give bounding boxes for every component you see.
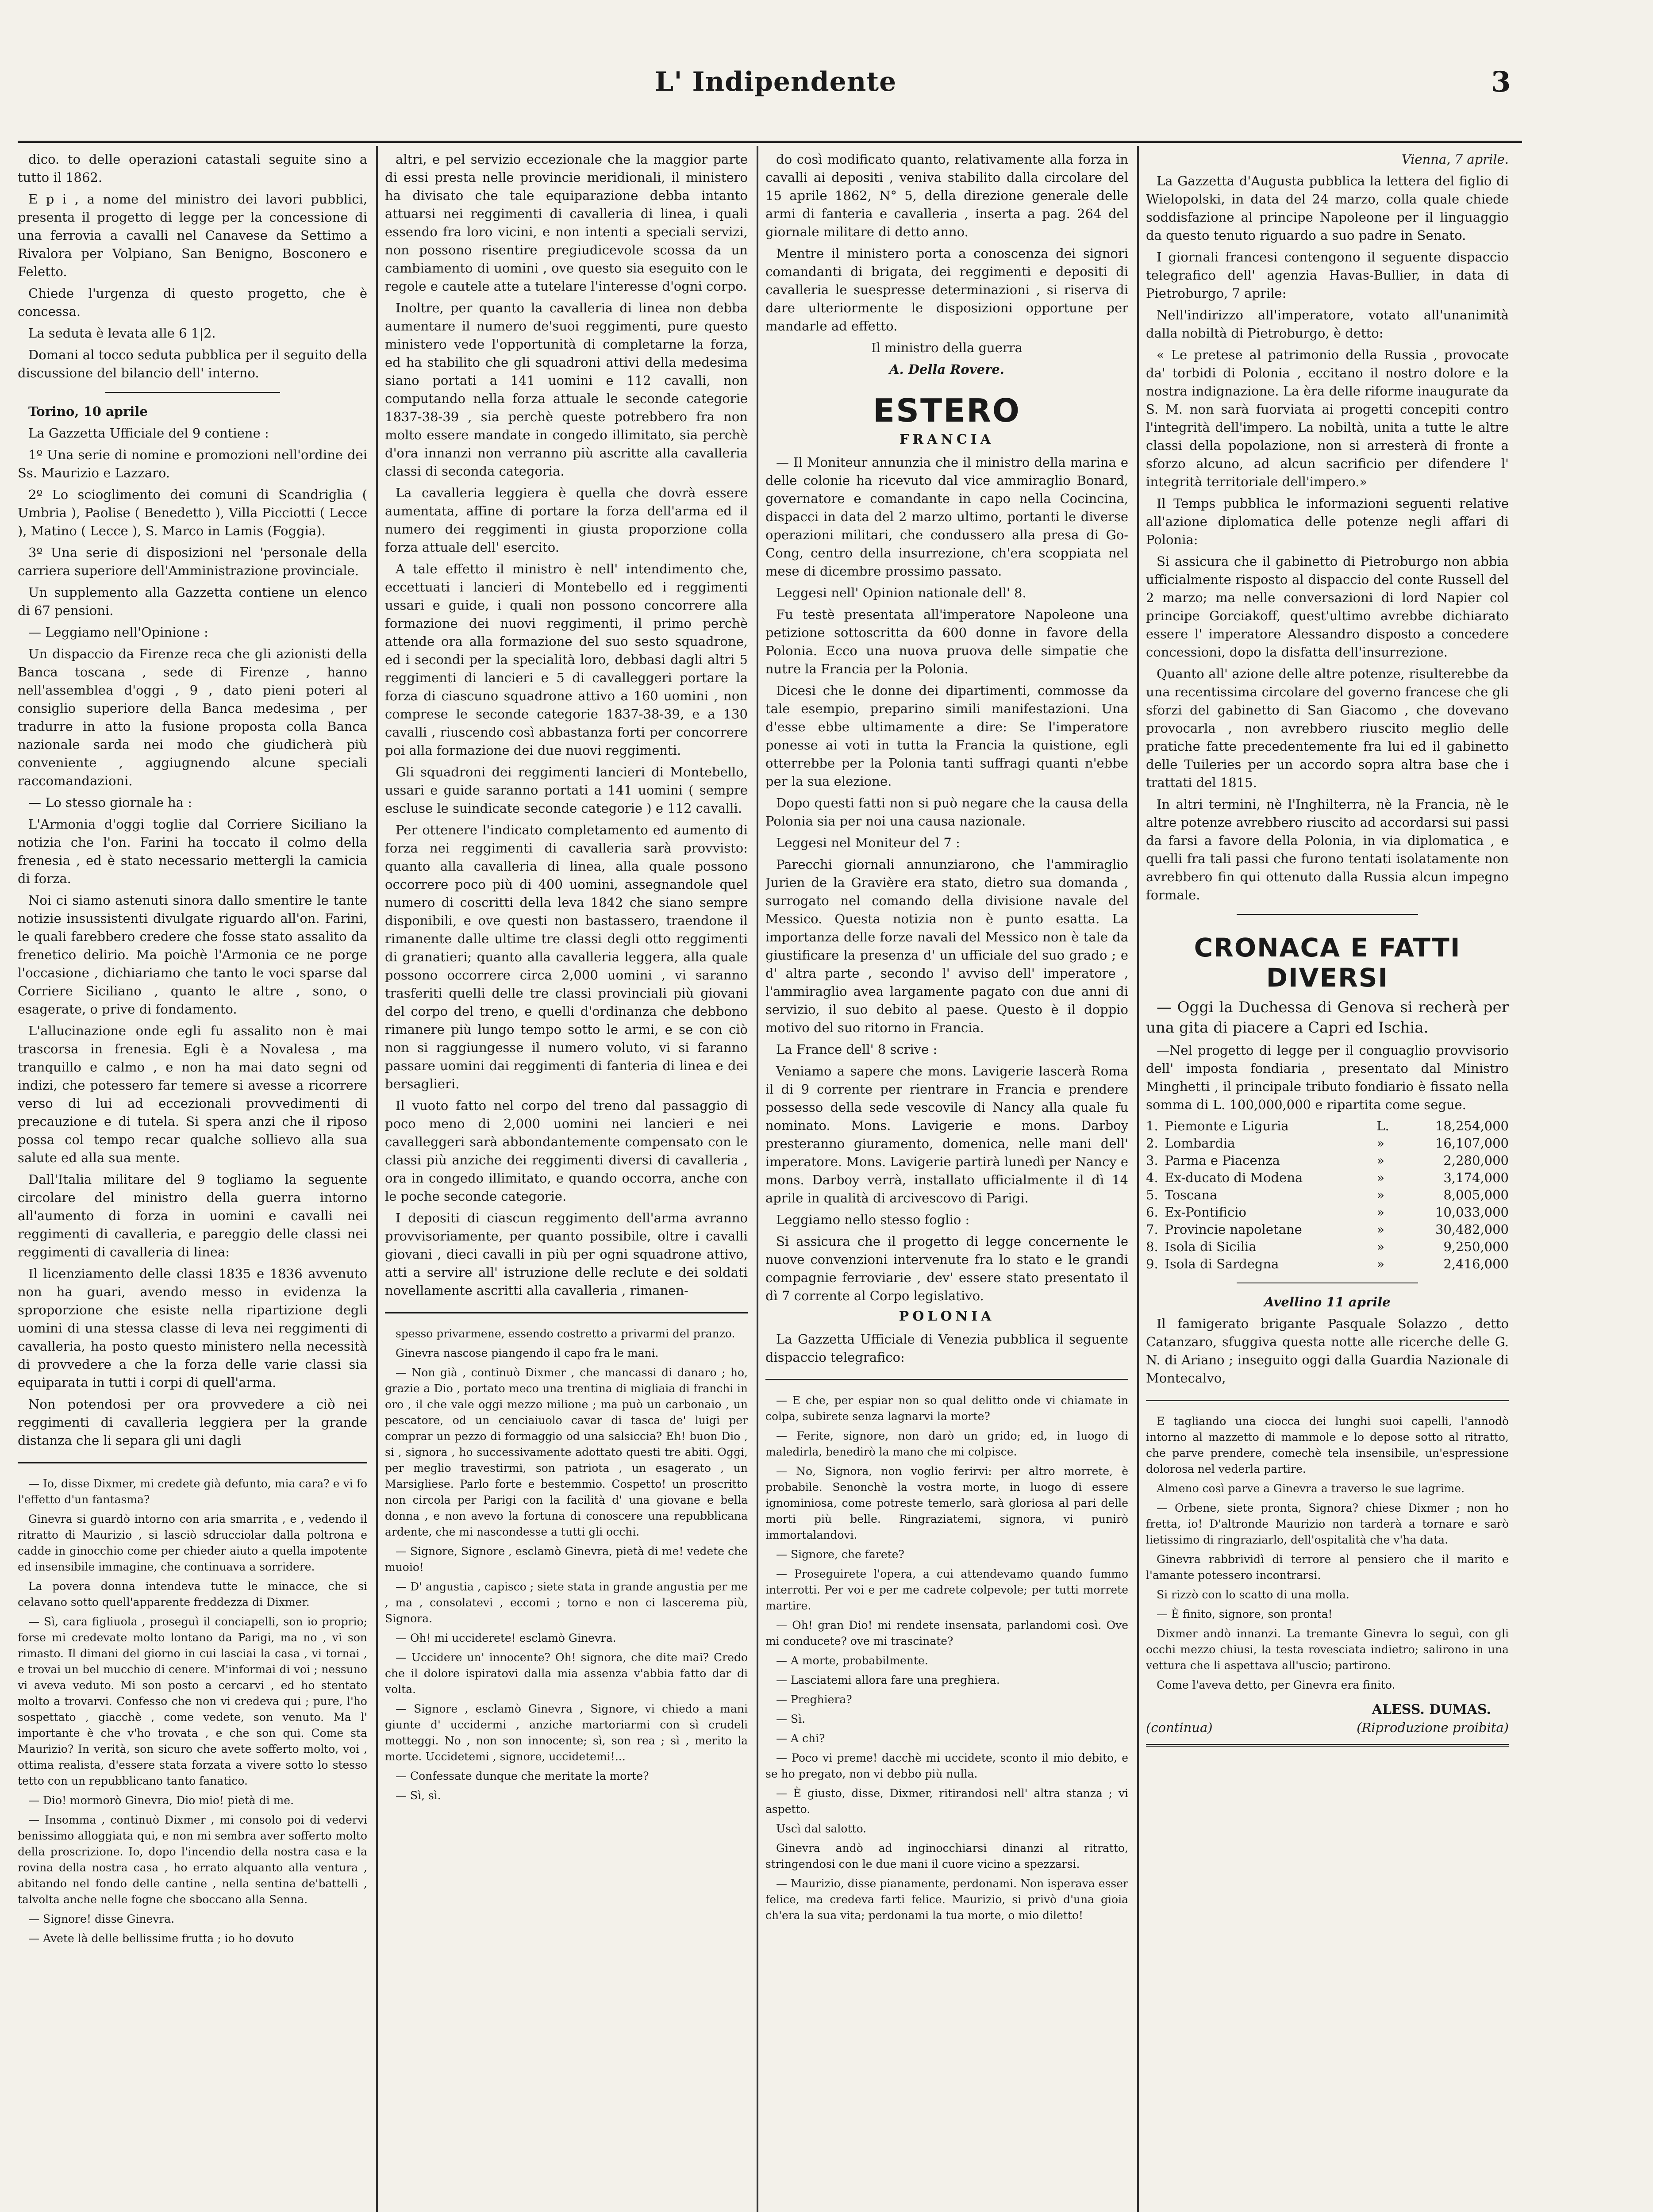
paragraph: altri, e pel servizio eccezionale che la maggior parte di essi presta nelle provincie meridionali, il ministero ha divisato che tale equiparazione debba intanto attuarsi nei reggimenti di cavalleria di linea, i quali essendo fra loro vicini, e non intenti a speciali servizi, non possono risentire pregiudicevole scossa da un cambiamento di uomini , ove questo sia eseguito con le regole e cautele atte a tutelare l'interesse d'ogni corpo. [385, 152, 748, 294]
region: Ex-Pontificio [1165, 1205, 1247, 1220]
table-row [1146, 1204, 1509, 1221]
paragraph: La Gazzetta Ufficiale del 9 contiene : [28, 426, 269, 441]
amount: 2,280,000 [1443, 1153, 1509, 1168]
feuilleton-paragraph: — Confessate dunque che meritate la morte? [396, 1770, 649, 1782]
feuilleton-paragraph: Si rizzò con lo scatto di una molla. [1157, 1588, 1349, 1601]
feuilleton-paragraph: — Oh! mi ucciderete! esclamò Ginevra. [396, 1632, 616, 1644]
paragraph: 3º Una serie di disposizioni nel 'personale della carriera superiore dell'Amministrazione provinciale. [18, 545, 367, 578]
region: Ex-ducato di Modena [1165, 1170, 1303, 1185]
feuilleton-paragraph: — A chi? [776, 1732, 825, 1745]
paragraph: La France dell' 8 scrive : [776, 1042, 938, 1057]
feuilleton-paragraph: — Sì, cara figliuola , proseguì il conciapelli, son io proprio; forse mi credevate molto lontano da Parigi, ma no , vi son rimasto. Il dimani del giorno in cui lasciai la casa , vi tornai , e trovai un bel mucchio di cenere. M'informai di voi ; nessuno vi aveva veduto. Mi son posto a cercarvi , ed ho stentato molto a trovarvi. Confesso che non vi credeva qui ; pure, l'ho sospettato , giacchè , come vedete, son venuto. Ma l' importante è che v'ho trovata , e che son qui. Come sta Maurizio? In verità, son sicuro che avete sofferto molto, voi , ottima realista, d'essere stata forzata a vivere sotto lo stesso tetto con un repubblicano tanto fanatico. [18, 1615, 367, 1787]
currency: L. [1376, 1118, 1389, 1133]
paragraph: « Le pretese al patrimonio della Russia , provocate da' torbidi di Polonia , eccitano il nostro dolore e la nostra indignazione. La èra delle riforme inaugurate da S. M. non sarà fuorviata ai progetti concepiti contro l'integrità dell'impero. La nobiltà, unita a tutte le altre classi della popolazione, non si arresterà di fronte a sforzo alcuno, ad alcun sacrificio per difendere l' integrità territoriale dell'impero.» [1146, 347, 1509, 489]
feuilleton-paragraph: E tagliando una ciocca dei lunghi suoi capelli, l'annodò intorno al mazzetto di mammole e lo depose sotto al ritratto, che parve prendere, comechè tela insensibile, un'espressione dolorosa nel vederla partire. [1146, 1415, 1509, 1475]
currency: » [1376, 1239, 1385, 1254]
feuilleton-paragraph: — Oh! gran Dio! mi rendete insensata, parlandomi così. Ove mi conducete? ove mi trascinate? [765, 1619, 1128, 1647]
feuilleton-paragraph: — Orbene, siete pronta, Signora? chiese Dixmer ; non ho fretta, io! D'altronde Maurizio non tarderà a tornare e sarò lietissimo di ringraziarlo, dell'ospitalità che v'ha data. [1146, 1502, 1509, 1546]
column-3 [765, 150, 1128, 2212]
feuilleton-paragraph: — Signore , esclamò Ginevra , Signore, vi chiedo a mani giunte d' uccidermi , anziche martoriarmi con sì crudeli motteggi. No , non son innocente; sì, son rea ; sì , merito la morte. Uccidetemi , signore, uccidetemi!... [385, 1702, 748, 1763]
feuilleton-paragraph: — Io, disse Dixmer, mi credete già defunto, mia cara? e vi fo l'effetto d'un fantasma? [18, 1477, 367, 1506]
paragraph: Non potendosi per ora provvedere a ciò nei reggimenti di cavalleria leggiera per la grande distanza che li separa gli uni dagli [18, 1397, 367, 1448]
paragraph: Quanto all' azione delle altre potenze, risulterebbe da una recentissima circolare del governo francese che gli sforzi del gabinetto di San Giacomo , che dovevano provocarla , non avrebbero riuscito meglio delle pratiche fatte precedentemente fra lui ed il gabinetto delle Tuileries per un accordo sopra altra base che i trattati del 1815. [1146, 666, 1509, 790]
amount: 30,482,000 [1435, 1222, 1509, 1237]
feuilleton-paragraph: — D' angustia , capisco ; siete stata in grande angustia per me , ma , consolatevi , eccomi ; torno e non ci lascerema più, Signora. [385, 1580, 748, 1625]
paragraph: La Gazzetta Ufficiale di Venezia pubblica il seguente dispaccio telegrafico: [765, 1332, 1128, 1365]
paragraph: Si assicura che il gabinetto di Pietroburgo non abbia ufficialmente risposto al dispaccio del conte Russell del 2 marzo; ma nelle conversazioni di lord Napier col principe Gorciakoff, quest'ultimo avrebbe dichiarato essere l' imperatore Alessandro disposto a concedere concessioni, dopo la disfatta dell'insurrezione. [1146, 554, 1509, 660]
column-2 [385, 150, 748, 2212]
row-number: 6. [1146, 1205, 1158, 1220]
currency: » [1376, 1187, 1385, 1202]
paragraph: do così modificato quanto, relativamente alla forza in cavalli ai depositi , veniva stabilito dalla circolare del 15 aprile 1862, N° 5, della direzione generale delle armi di fanteria e cavalleria , inserta a pag. 264 del giornale militare di detto anno. [765, 152, 1128, 239]
column-divider [376, 146, 378, 2212]
row-number: 8. [1146, 1239, 1158, 1254]
author-signature: ALESS. DUMAS. [1372, 1702, 1491, 1717]
paragraph: Il famigerato brigante Pasquale Solazzo , detto Catanzaro, sfuggiva questa notte alle ricerche delle G. N. di Ariano ; inseguito oggi dalla Guardia Nazionale di Montecalvo, [1146, 1316, 1509, 1386]
newspaper-title: L' Indipendente [655, 66, 897, 97]
table-row [1146, 1238, 1509, 1256]
paragraph: Mentre il ministero porta a conoscenza dei signori comandanti di brigata, dei reggimenti e depositi di cavalleria le suespresse determinazioni , si riserva di dare ulteriormente le disposizioni opportune per mandarle ad effetto. [765, 246, 1128, 334]
paragraph: La seduta è levata alle 6 1|2. [28, 326, 216, 341]
feuilleton-paragraph: Come l'aveva detto, per Ginevra era finito. [1157, 1678, 1395, 1691]
column-divider [757, 146, 758, 2212]
paragraph: Domani al tocco seduta pubblica per il seguito della discussione del bilancio dell' interno. [18, 347, 367, 380]
subheading-polonia: POLONIA [899, 1309, 995, 1324]
amount: 3,174,000 [1443, 1170, 1509, 1185]
masthead-rule [18, 141, 1522, 143]
feuilleton-paragraph: — Dio! mormorò Ginevra, Dio mio! pietà di me. [28, 1794, 294, 1807]
column-4 [1146, 150, 1509, 2212]
region: Provincie napoletane [1165, 1222, 1302, 1237]
column-divider [1137, 146, 1139, 2212]
paragraph: Dicesi che le donne dei dipartimenti, commosse da tale esempio, preparino simili manifestazioni. Una d'esse ebbe ultimamente a dire: Se l'imperatore ponesse ai voti in tutta la Francia la quistione, egli otterrebbe per la Polonia tanti suffragi quanti n'ebbe per la sua elezione. [765, 683, 1128, 789]
feuilleton-rule [18, 1462, 367, 1463]
feuilleton-paragraph: — Preghiera? [776, 1693, 852, 1706]
paragraph: L'Armonia d'oggi toglie dal Corriere Siciliano la notizia che l'on. Farini ha toccato il colmo della frenesia , ed è stato necessario mettergli la camicia di forza. [18, 817, 367, 886]
feuilleton-paragraph: — Insomma , continuò Dixmer , mi consolo poi di vedervi benissimo alloggiata qui, e non mi sembra aver sofferto molto della proscrizione. Io, dopo l'incendio della nostra casa e la rovina della nostra casa , ho errato alquanto alla ventura , abitando nel fondo delle cantine , nella sentina de'battelli , talvolta anche nelle fogne che sboccano alla Senna. [18, 1813, 367, 1906]
paragraph: — Oggi la Duchessa di Genova si recherà per una gita di piacere a Capri ed Ischia. [1146, 998, 1509, 1037]
paragraph: Il licenziamento delle classi 1835 e 1836 avvenuto non ha guari, avendo messo in evidenza la sproporzione che esiste nella ripartizione degli uomini di una stessa classe di leva nei reggimenti di cavalleria, ha posto questo ministero nella necessità di provvedere a che la forza delle varie classi sia equiparata in tutti i corpi di quell'arma. [18, 1266, 367, 1390]
feuilleton-paragraph: — Ferite, signore, non darò un grido; ed, in luogo di maledirla, benedirò la mano che mi colpisce. [765, 1429, 1128, 1458]
row-number: 3. [1146, 1153, 1158, 1168]
paragraph: Si assicura che il progetto di legge concernente le nuove convenzioni intervenute fra lo stato e le grandi compagnie ferroviarie , dev' essere stato presentato il dì 7 corrente al Corpo legislativo. [765, 1234, 1128, 1303]
dateline-torino: Torino, 10 aprile [28, 404, 148, 419]
feuilleton-rule [765, 1379, 1128, 1380]
feuilleton-paragraph: Ginevra andò ad inginocchiarsi dinanzi al ritratto, stringendosi con le due mani il cuore vicino a spezzarsi. [765, 1842, 1128, 1870]
table-row [1146, 1221, 1509, 1238]
paragraph: Noi ci siamo astenuti sinora dallo smentire le tante notizie insussistenti divulgate riguardo all'on. Farini, le quali farebbero credere che fosse stato assalito da frenetico delirio. Ma poichè l'Armonia ce ne porge l'occasione , dichiariamo che tanto le voci sparse dal Corriere Siciliano , quanto le altre , sono, o esagerate, o prive di fondamento. [18, 893, 367, 1017]
row-number: 7. [1146, 1222, 1158, 1237]
region: Isola di Sicilia [1165, 1239, 1257, 1254]
paragraph: Chiede l'urgenza di questo progetto, che è concessa. [18, 286, 367, 319]
paragraph: Veniamo a sapere che mons. Lavigerie lascerà Roma il di 9 corrente per rientrare in Francia e prendere possesso della sede vescovile di Nancy alla quale fu nominato. Mons. Lavigerie e mons. Darboy presteranno giuramento, domenica, nelle mani dell' imperatore. Mons. Lavigerie partirà lunedì per Nancy e mons. Darboy verrà, installato ufficialmente il dì 14 aprile in qualità di arcivescovo di Parigi. [765, 1064, 1128, 1206]
table-row [1146, 1169, 1509, 1187]
currency: » [1376, 1256, 1385, 1271]
feuilleton-rule [385, 1312, 748, 1313]
reproduction-note: (Riproduzione proibita) [1357, 1720, 1509, 1735]
paragraph: Inoltre, per quanto la cavalleria di linea non debba aumentare il numero de'suoi reggimenti, pure questo ministero vede l'opportunità di completarne la forza, ed ha stabilito che gli squadroni attivi della medesima siano portati a 141 uomini e 112 cavalli, non computando nella forza attuale le seconde categorie 1837-38-39 , sia perchè queste potrebbero fra non molto essere mandate in congedo illimitato, sia perchè d'ora innanzi non verranno più ascritte alla cavalleria classi di seconda categoria. [385, 300, 748, 479]
row-number: 4. [1146, 1170, 1158, 1185]
table-row [1146, 1187, 1509, 1204]
paragraph: I depositi di ciascun reggimento dell'arma avranno provvisoriamente, per quanto possibile, oltre i cavalli giovani , dieci cavalli in più per ogni squadrone attivo, atti a servire all' istruzione delle reclute e dei soldati novellamente ascritti alla cavalleria , rimanen- [385, 1210, 748, 1298]
feuilleton-paragraph: — Maurizio, disse pianamente, perdonami. Non isperava esser felice, ma credeva farti felice. Maurizio, si privò d'una gioia ch'era la sua vita; perdonami la tua morte, o mio diletto! [765, 1877, 1128, 1922]
paragraph: La cavalleria leggiera è quella che dovrà essere aumentata, affine di portare la forza dell'arma ed il numero dei reggimenti in giusta proporzione colla forza attuale dell' esercito. [385, 485, 748, 555]
row-number: 2. [1146, 1136, 1158, 1151]
feuilleton-rule [1146, 1400, 1509, 1401]
masthead [0, 0, 1653, 150]
continued-note: (continua) [1146, 1720, 1213, 1735]
paragraph: Il Temps pubblica le informazioni seguenti relative all'azione diplomatica delle potenze negli affari di Polonia: [1146, 496, 1509, 547]
paragraph: 2º Lo scioglimento dei comuni di Scandriglia ( Umbria ), Paolise ( Benedetto ), Villa Picciotti ( Lecce ), Matino ( Lecce ), S. Marco in Lamis (Foggia). [18, 487, 367, 538]
paragraph: Per ottenere l'indicato completamento ed aumento di forza nei reggimenti di cavalleria sarà provvisto: quanto alla cavalleria di linea, alla quale possono occorrere poco più di 400 uomini, assegnandole quel numero di coscritti della leva 1842 che siano sempre disponibili, e ove questi non bastassero, traendone il rimanente dalle ultime tre classi degli otto reggimenti di granatieri; quanto alla cavalleria leggera, alla quale possono occorrere circa 2,000 uomini , vi saranno trasferiti quelli delle tre classi provinciali più giovani del corpo del treno, e quelli d'ordinanza che debbono rimanere più lungo tempo sotto le armi, e se con ciò non si raggiungesse il numero voluto, vi si faranno passare uomini dai reggimenti di fanteria di linea e dei bersaglieri. [385, 822, 748, 1091]
table-row [1146, 1152, 1509, 1169]
amount: 9,250,000 [1443, 1239, 1509, 1254]
feuilleton-paragraph: Almeno così parve a Ginevra a traverso le sue lagrime. [1157, 1482, 1465, 1495]
currency: » [1376, 1136, 1385, 1151]
paragraph: Leggiamo nello stesso foglio : [776, 1212, 970, 1227]
paragraph: Leggesi nel Moniteur del 7 : [776, 835, 960, 850]
feuilleton-paragraph: Ginevra rabbrividì di terrore al pensiero che il marito e l'amante potessero incontrarsi. [1146, 1553, 1509, 1582]
amount: 2,416,000 [1443, 1256, 1509, 1271]
region: Toscana [1165, 1187, 1218, 1202]
feuilleton-paragraph: — Poco vi preme! dacchè mi uccidete, sconto il mio debito, e se ho pregato, non vi debbo più nulla. [765, 1751, 1128, 1780]
feuilleton-paragraph: Ginevra nascose piangendo il capo fra le mani. [396, 1347, 659, 1359]
feuilleton-paragraph: — Avete là delle bellissime frutta ; io ho dovuto [28, 1932, 294, 1945]
tax-table [1146, 1118, 1509, 1273]
paragraph: Dall'Italia militare del 9 togliamo la seguente circolare del ministro della guerra intorno all'aumento di forza in uomini e cavalli nei reggimenti di cavalleria, e pareggio delle classi nei reggimenti di cavalleria di linea: [18, 1172, 367, 1260]
feuilleton-paragraph: La povera donna intendeva tutte le minacce, che si celavano sotto quell'apparente freddezza di Dixmer. [18, 1580, 367, 1609]
feuilleton-paragraph: — No, Signora, non voglio ferirvi: per altro morrete, è probabile. Senonchè la vostra morte, in luogo di essere ignominiosa, come potreste temerlo, sarà gloriosa al pari delle morti più belle. Ringraziatemi, signora, vi punirò immortalandovi. [765, 1465, 1128, 1541]
region: Piemonte e Liguria [1165, 1118, 1289, 1133]
feuilleton-paragraph: Dixmer andò innanzi. La tremante Ginevra lo seguì, con gli occhi mezzo chiusi, la testa rovesciata indietro; salirono in una vettura che li aspettava all'uscio; partirono. [1146, 1627, 1509, 1672]
feuilleton-paragraph: — È finito, signore, son pronta! [1157, 1608, 1333, 1621]
paragraph: E p i , a nome del ministro dei lavori pubblici, presenta il progetto di legge per la concessione di una ferrovia a cavalli nel Canavese da Settimo a Rivalora per Volpiano, San Benigno, Bosconero e Feletto. [18, 192, 367, 279]
feuilleton-paragraph: — Non già , continuò Dixmer , che mancassi di danaro ; ho, grazie a Dio , portato meco una trentina di migliaia di franchi in oro , il che vale oggi mezzo milione ; ma può un carbonaio , un pescatore, od un cenciaiuolo cavar di tasca de' luigi per comprar un pezzo di formaggio od una salsiccia? Eh! buon Dio , si , signora , ho successivamente adottato questi tre abiti. Oggi, per meglio travestirmi, son patriota , un esagerato , un Marsigliese. Parlo forte e bestemmio. Cospetto! un proscritto non circola per Parigi con la facilità d' una giovane e bella donna , e non avevo la fortuna di conoscere una repubblicana ardente, che mi nascondesse a tutti gli occhi. [385, 1366, 748, 1538]
currency: » [1376, 1170, 1385, 1185]
amount: 8,005,000 [1443, 1187, 1509, 1202]
feuilleton-paragraph: — Signore, che farete? [776, 1548, 904, 1561]
paragraph: Parecchi giornali annunziarono, che l'ammiraglio Jurien de la Gravière era stato, dietro sua domanda , surrogato nel comando della divisione navale del Messico. Questa notizia non è punto esatta. La importanza delle forze navali del Messico non è tale da giustificare la presenza d' un ufficiale del suo grado ; e d' altra parte , secondo l' avviso dell' imperatore , l'ammiraglio avea largamente pagato con due anni di servizio, il suo debito al paese. Questo è il doppio motivo del suo ritorno in Francia. [765, 857, 1128, 1035]
paragraph: dico. to delle operazioni catastali seguite sino a tutto il 1862. [18, 152, 367, 185]
paragraph: Nell'indirizzo all'imperatore, votato all'unanimità dalla nobiltà di Pietroburgo, è detto: [1146, 307, 1509, 341]
paragraph: I giornali francesi contengono il seguente dispaccio telegrafico dell' agenzia Havas-Bullier, in data di Pietroburgo, 7 aprile: [1146, 250, 1509, 301]
feuilleton-paragraph: — Signore! disse Ginevra. [28, 1912, 175, 1925]
page-number: 3 [1491, 65, 1511, 99]
region: Isola di Sardegna [1165, 1256, 1279, 1271]
paragraph: L'allucinazione onde egli fu assalito non è mai trascorsa in frenesia. Egli è a Novalesa , ma tranquillo e calmo , e non ha mai dato segni od indizi, che potessero far temere si avesse a ricorrere verso di lui ad eccezionali provvedimenti di precauzione e di tutela. Si spera anzi che il riposo possa col tempo recar qualche sollievo alla sua salute ed alla sua mente. [18, 1023, 367, 1165]
paragraph: La Gazzetta d'Augusta pubblica la lettera del figlio di Wielopolski, in data del 24 marzo, colla quale chiede soddisfazione al principe Napoleone per il linguaggio da questo tenuto riguardo a suo padre in Senato. [1146, 173, 1509, 243]
amount: 10,033,000 [1435, 1205, 1509, 1220]
end-rule [1146, 1744, 1509, 1747]
row-number: 5. [1146, 1187, 1158, 1202]
feuilleton-paragraph: — Proseguirete l'opera, a cui attendevamo quando fummo interrotti. Per voi e per me cadrete colpevole; per tutti morrete martire. [765, 1567, 1128, 1612]
section-heading-cronaca: CRONACA E FATTI DIVERSI [1194, 933, 1461, 993]
paragraph: Dopo questi fatti non si può negare che la causa della Polonia sia per noi una causa nazionale. [765, 795, 1128, 829]
paragraph: — Il Moniteur annunzia che il ministro della marina e delle colonie ha ricevuto dal vice ammiraglio Bonard, governatore e comandante in capo nella Cocincina, dispacci in data del 2 marzo ultimo, portanti le diverse operazioni militari, che condussero alla presa di Go-Cong, centro della insurrezione, ch'era scoppiata nel mese di dicembre prossimo passato. [765, 455, 1128, 579]
paragraph: Un dispaccio da Firenze reca che gli azionisti della Banca toscana , sede di Firenze , hanno nell'assemblea d'oggi , 9 , dato pieni poteri al consiglio superiore della Banca medesima , per tradurre in atto la fusione proposta colla Banca nazionale sarda nei modo che giudicherà più conveniente , aggiugnendo alcune speciali raccomandazioni. [18, 646, 367, 788]
dateline-avellino: Avellino 11 aprile [1264, 1294, 1391, 1310]
amount: 18,254,000 [1435, 1118, 1509, 1133]
row-number: 1. [1146, 1118, 1158, 1133]
subheading-francia: FRANCIA [899, 432, 995, 447]
paragraph: — Lo stesso giornale ha : [28, 795, 192, 810]
section-heading-estero: ESTERO [873, 392, 1021, 429]
feuilleton-paragraph: Uscì dal salotto. [776, 1822, 867, 1835]
currency: » [1376, 1205, 1385, 1220]
currency: » [1376, 1222, 1385, 1237]
signature-name: A. Della Rovere. [889, 362, 1004, 377]
feuilleton-paragraph: — È giusto, disse, Dixmer, ritirandosi nell' altra stanza ; vi aspetto. [765, 1787, 1128, 1816]
amount: 16,107,000 [1435, 1136, 1509, 1151]
paragraph: Il vuoto fatto nel corpo del treno dal passaggio di poco meno di 2,000 uomini nei lancieri e nei cavalleggeri sarà abbondantemente compensato con le classi più anziche dei reggimenti diversi di cavalleria , ora in congedo illimitato, e quando occorra, anche con le poche seconde categorie. [385, 1098, 748, 1204]
feuilleton-paragraph: — Lasciatemi allora fare una preghiera. [776, 1674, 1000, 1686]
currency: » [1376, 1153, 1385, 1168]
paragraph: 1º Una serie di nomine e promozioni nell'ordine dei Ss. Maurizio e Lazzaro. [18, 447, 367, 480]
paragraph: — Leggiamo nell'Opinione : [28, 625, 208, 640]
paragraph: —Nel progetto di legge per il conguaglio provvisorio dell' imposta fondiaria , presentato dal Ministro Minghetti , il principale tributo fondiario è fissato nella somma di L. 100,000,000 e ripartita come segue. [1146, 1043, 1509, 1112]
signature-title: Il ministro della guerra [871, 340, 1023, 355]
feuilleton-paragraph: — A morte, probabilmente. [776, 1654, 928, 1667]
paragraph: A tale effetto il ministro è nell' intendimento che, eccettuati i lancieri di Montebello ed i reggimenti ussari e guide, i quali non possono concorrere alla formazione dei nuovi reggimenti, il primo perchè attende ora alla formazione del suo sesto squadrone, ed i secondi per la specialità loro, debbasi dagli altri 5 reggimenti di lancieri e 5 di cavalleggeri portare la forza di ciascuno squadrone attivo a 160 uomini , non comprese le seconde categorie 1837-38-39, e a 130 cavalli , riuscendo così abbastanza forti per concorrere poi alla formazione dei due nuovi reggimenti. [385, 561, 748, 758]
feuilleton-paragraph: — E che, per espiar non so qual delitto onde vi chiamate in colpa, subirete senza lagnarvi la morte? [765, 1394, 1128, 1423]
paragraph: Leggesi nell' Opinion nationale dell' 8. [776, 585, 1026, 600]
separator [105, 392, 280, 393]
feuilleton-paragraph: — Uccidere un' innocente? Oh! signora, che dite mai? Credo che il dolore ispiratovi dalla mia assenza v'abbia fatto dar di volta. [385, 1651, 748, 1696]
feuilleton-paragraph: — Signore, Signore , esclamò Ginevra, pietà di me! vedete che muoio! [385, 1545, 748, 1574]
row-number: 9. [1146, 1256, 1158, 1271]
region: Parma e Piacenza [1165, 1153, 1280, 1168]
paragraph: In altri termini, nè l'Inghilterra, nè la Francia, nè le altre potenze avrebbero riuscito ad accordarsi sui passi da farsi a favore della Polonia, in via diplomatica , e quelli fra tali passi che furono tentati isolatamente non avrebbero fin qui ottenuto dalla Russia alcun impegno formale. [1146, 797, 1509, 902]
feuilleton-paragraph: — Sì, sì. [396, 1789, 441, 1802]
paragraph: Un supplemento alla Gazzetta contiene un elenco di 67 pensioni. [18, 585, 367, 618]
table-row [1146, 1118, 1509, 1135]
separator [1237, 914, 1418, 915]
feuilleton-paragraph: Ginevra si guardò intorno con aria smarrita , e , vedendo il ritratto di Maurizio , si lasciò sdrucciolar dalla poltrona e cadde in ginocchio come per chieder aiuto a quella impotente ed insensibile immagine, che continuava a sorridere. [18, 1513, 367, 1573]
table-row [1146, 1135, 1509, 1152]
feuilleton-paragraph: — Sì. [776, 1713, 806, 1725]
region: Lombardia [1165, 1136, 1235, 1151]
table-row [1146, 1256, 1509, 1273]
paragraph: Gli squadroni dei reggimenti lancieri di Montebello, ussari e guide saranno portati a 141 uomini ( sempre escluse le suindicate seconde categorie ) e 112 cavalli. [385, 764, 748, 816]
feuilleton-footer [1146, 1720, 1509, 1735]
column-1 [18, 150, 367, 2212]
paragraph: Fu testè presentata all'imperatore Napoleone una petizione sottoscritta da 600 donne in favore della Polonia. Ecco una nuova pruova delle simpatie che nutre la Francia per la Polonia. [765, 607, 1128, 676]
dateline-vienna: Vienna, 7 aprile. [1401, 152, 1509, 167]
feuilleton-paragraph: spesso privarmene, essendo costretto a privarmi del pranzo. [396, 1327, 735, 1340]
